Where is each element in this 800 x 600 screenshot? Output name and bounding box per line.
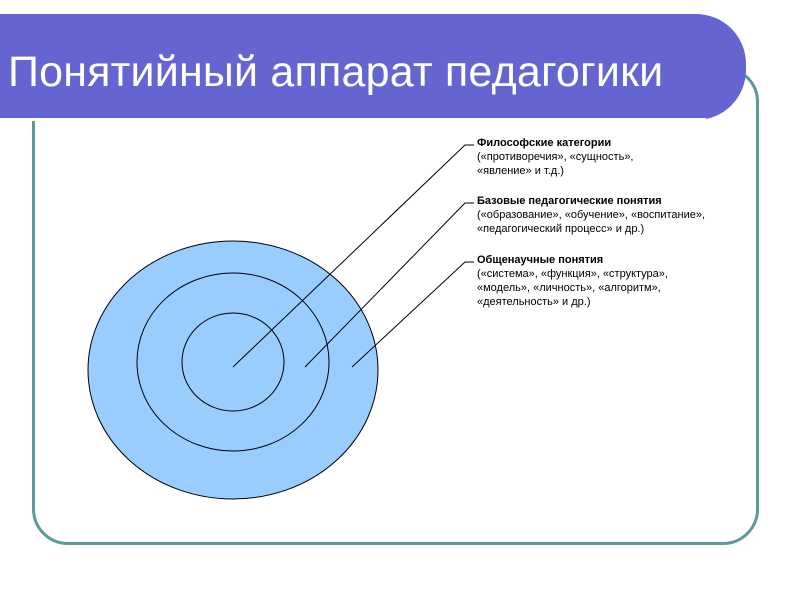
label-philosophical-categories	[477, 136, 634, 178]
label-line: «деятельность» и др.)	[477, 296, 591, 308]
label-line: «модель», «личность», «алгоритм»,	[477, 282, 661, 294]
slide-title: Понятийный аппарат педагогики	[8, 48, 664, 96]
label-basic-pedagogical-concepts	[477, 194, 705, 236]
label-line: («образование», «обучение», «воспитание»,	[477, 209, 706, 221]
label-title: Базовые педагогические понятия	[477, 195, 662, 207]
label-line: («система», «функция», «структура»,	[477, 268, 668, 280]
label-line: «педагогический процесс» и др.)	[477, 223, 645, 235]
label-line: «явление» и т.д.)	[477, 165, 564, 177]
label-general-scientific-concepts	[477, 253, 668, 309]
label-line: («противоречия», «сущность»,	[477, 151, 634, 163]
outer-circle	[88, 241, 378, 499]
label-title: Философские категории	[477, 137, 612, 149]
label-title: Общенаучные понятия	[477, 254, 604, 266]
